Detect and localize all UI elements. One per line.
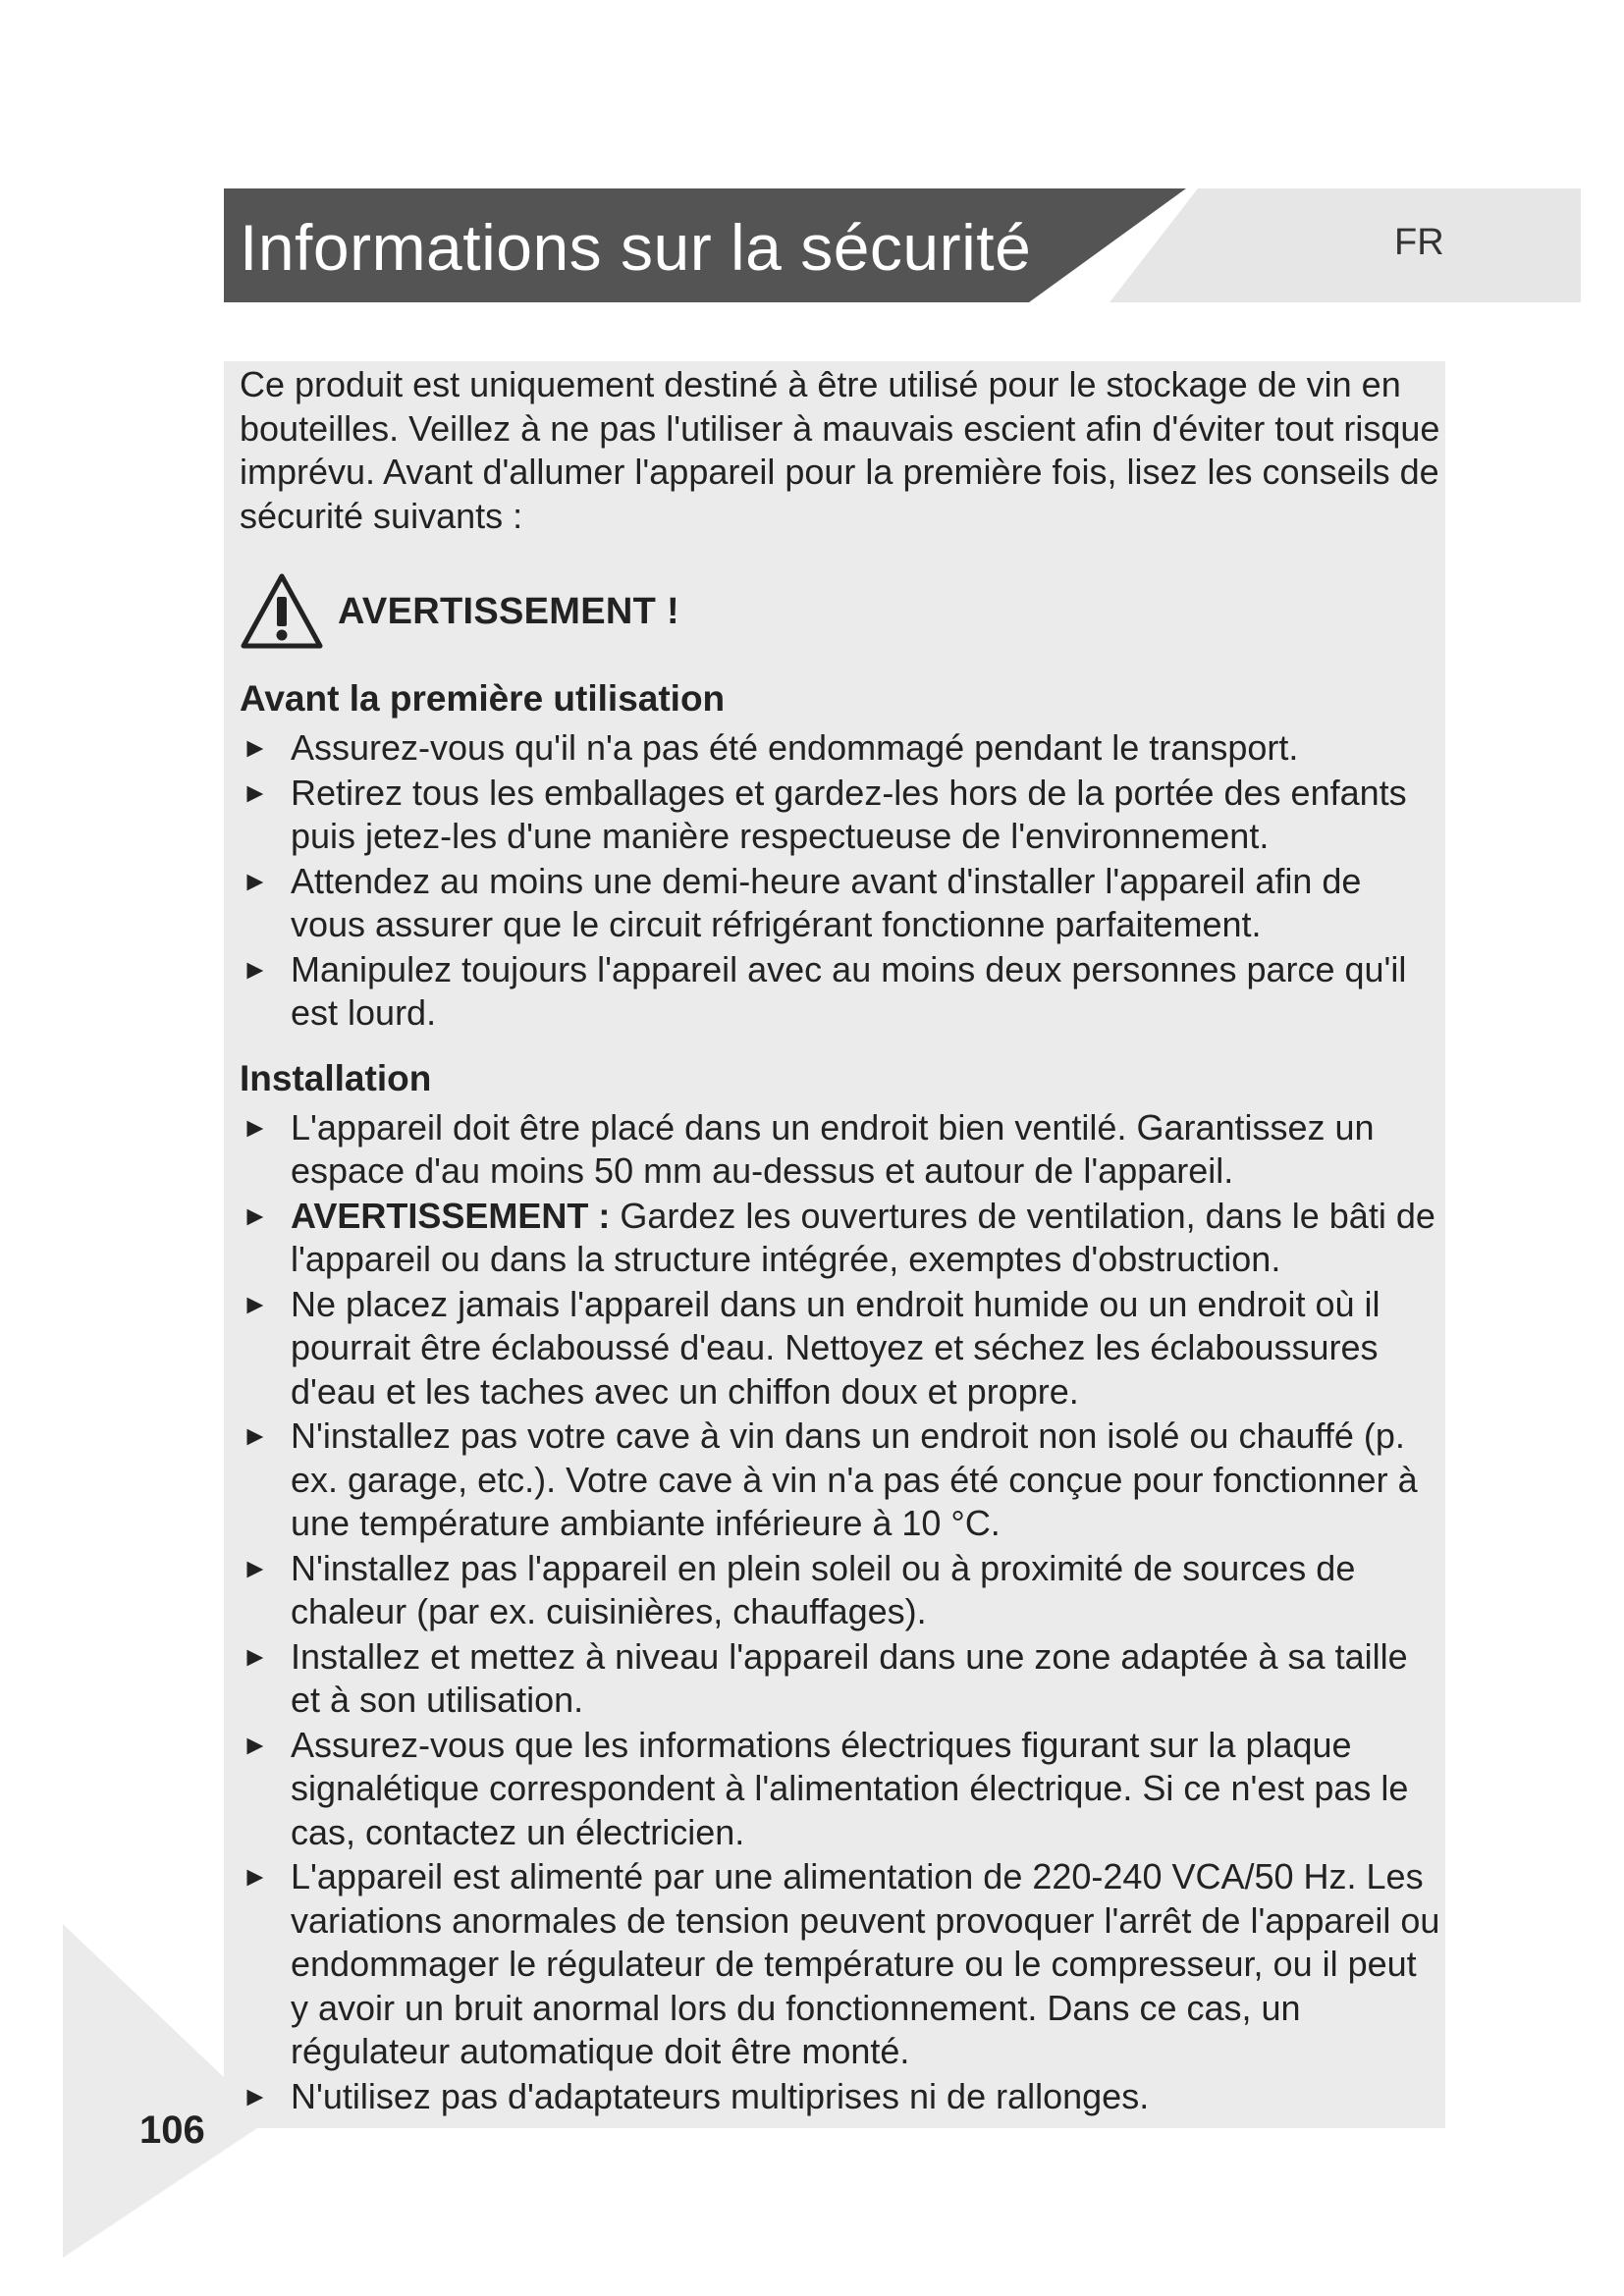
- list-item-text: L'appareil est alimenté par une alimentation de 220-240 VCA/50 Hz. Les variations anormales de tension peuvent provoquer l'arrêt de l'appareil ou endommager le régulateur de température ou le compresseur, ou il peut y avoir un bruit anormal lors du fonctionnement. Dans ce cas, un régulateur automatique doit être monté.: [291, 1856, 1440, 2071]
- safety-content: [240, 363, 1441, 2119]
- list-item: [240, 772, 1441, 859]
- header-light-band: [1110, 188, 1581, 302]
- list-item: [240, 1106, 1441, 1194]
- list-item: [240, 2075, 1441, 2119]
- bullet-arrow-icon: ►: [242, 865, 269, 896]
- installation-list: [240, 1106, 1441, 2119]
- bullet-arrow-icon: ►: [242, 953, 269, 985]
- warning-header: [240, 567, 1441, 656]
- list-item-text: N'installez pas l'appareil en plein soleil ou à proximité de sources de chaleur (par ex. cuisinières, chauffages).: [291, 1547, 1356, 1631]
- before-first-use-list: [240, 726, 1441, 1036]
- list-item-text: L'appareil doit être placé dans un endroit bien ventilé. Garantissez un espace d'au moins 50 mm au-dessus et autour de l'appareil.: [291, 1106, 1375, 1191]
- section-heading-installation: Installation: [240, 1057, 432, 1098]
- warning-label: AVERTISSEMENT !: [338, 590, 679, 632]
- bullet-arrow-icon: ►: [242, 1729, 269, 1760]
- list-item-text: Manipulez toujours l'appareil avec au moins deux personnes parce qu'il est lourd.: [291, 948, 1407, 1033]
- list-item: [240, 1855, 1441, 2074]
- bullet-arrow-icon: ►: [242, 1288, 269, 1319]
- bullet-arrow-icon: ►: [242, 1640, 269, 1672]
- warning-triangle-icon: [240, 571, 324, 652]
- bullet-arrow-icon: ►: [242, 1200, 269, 1231]
- list-item-text: Installez et mettez à niveau l'appareil dans une zone adaptée à sa taille et à son utilisation.: [291, 1635, 1408, 1720]
- list-item: [240, 1635, 1441, 1723]
- section-heading-before-first-use: Avant la première utilisation: [240, 678, 726, 719]
- list-item: [240, 948, 1441, 1036]
- list-item: [240, 1547, 1441, 1634]
- list-item: [240, 726, 1441, 771]
- list-item: [240, 1724, 1441, 1855]
- intro-paragraph: Ce produit est uniquement destiné à être utilisé pour le stockage de vin en bouteilles. Veillez à ne pas l'utiliser à mauvais escient afin d'éviter tout risque imprévu. Avant d'allumer l'appareil pour la première fois, lisez les conseils de sécurité suivants :: [240, 364, 1440, 536]
- list-item: [240, 860, 1441, 947]
- list-item-text: N'installez pas votre cave à vin dans un endroit non isolé ou chauffé (p. ex. garage, etc.). Votre cave à vin n'a pas été conçue pour fonctionner à une température ambiante inférieure à 10 °C.: [291, 1415, 1418, 1543]
- list-item-text: Retirez tous les emballages et gardez-les hors de la portée des enfants puis jetez-les d'une manière respectueuse de l'environnement.: [291, 772, 1407, 856]
- list-item-text: Gardez les ouvertures de ventilation, dans le bâti de l'appareil ou dans la structure intégrée, exemptes d'obstruction.: [291, 1195, 1435, 1279]
- list-item: [240, 1283, 1441, 1415]
- bullet-arrow-icon: ►: [242, 1420, 269, 1451]
- bullet-arrow-icon: ►: [242, 776, 269, 808]
- bullet-arrow-icon: ►: [242, 2080, 269, 2111]
- bullet-arrow-icon: ►: [242, 732, 269, 763]
- page-number: 106: [139, 2109, 205, 2152]
- list-item-text: Ne placez jamais l'appareil dans un endroit humide ou un endroit où il pourrait être éclaboussé d'eau. Nettoyez et séchez les éclaboussures d'eau et les taches avec un chiffon doux et propre.: [291, 1283, 1380, 1412]
- page-title: Informations sur la sécurité: [240, 211, 1032, 284]
- list-item-text: Assurez-vous que les informations électriques figurant sur la plaque signalétique correspondent à l'alimentation électrique. Si ce n'est pas le cas, contactez un électricien.: [291, 1724, 1409, 1852]
- language-code: FR: [1394, 222, 1444, 263]
- inline-warning-label: AVERTISSEMENT :: [291, 1195, 611, 1236]
- list-item-text: Assurez-vous qu'il n'a pas été endommagé pendant le transport.: [291, 727, 1299, 768]
- bullet-arrow-icon: ►: [242, 1111, 269, 1143]
- list-item-text: Attendez au moins une demi-heure avant d'installer l'appareil afin de vous assurer que le circuit réfrigérant fonctionne parfaitement.: [291, 860, 1362, 944]
- bullet-arrow-icon: ►: [242, 1861, 269, 1892]
- bullet-arrow-icon: ►: [242, 1552, 269, 1583]
- list-item: [240, 1415, 1441, 1546]
- list-item-text: N'utilisez pas d'adaptateurs multiprises ni de rallonges.: [291, 2075, 1150, 2116]
- list-item: [240, 1195, 1441, 1282]
